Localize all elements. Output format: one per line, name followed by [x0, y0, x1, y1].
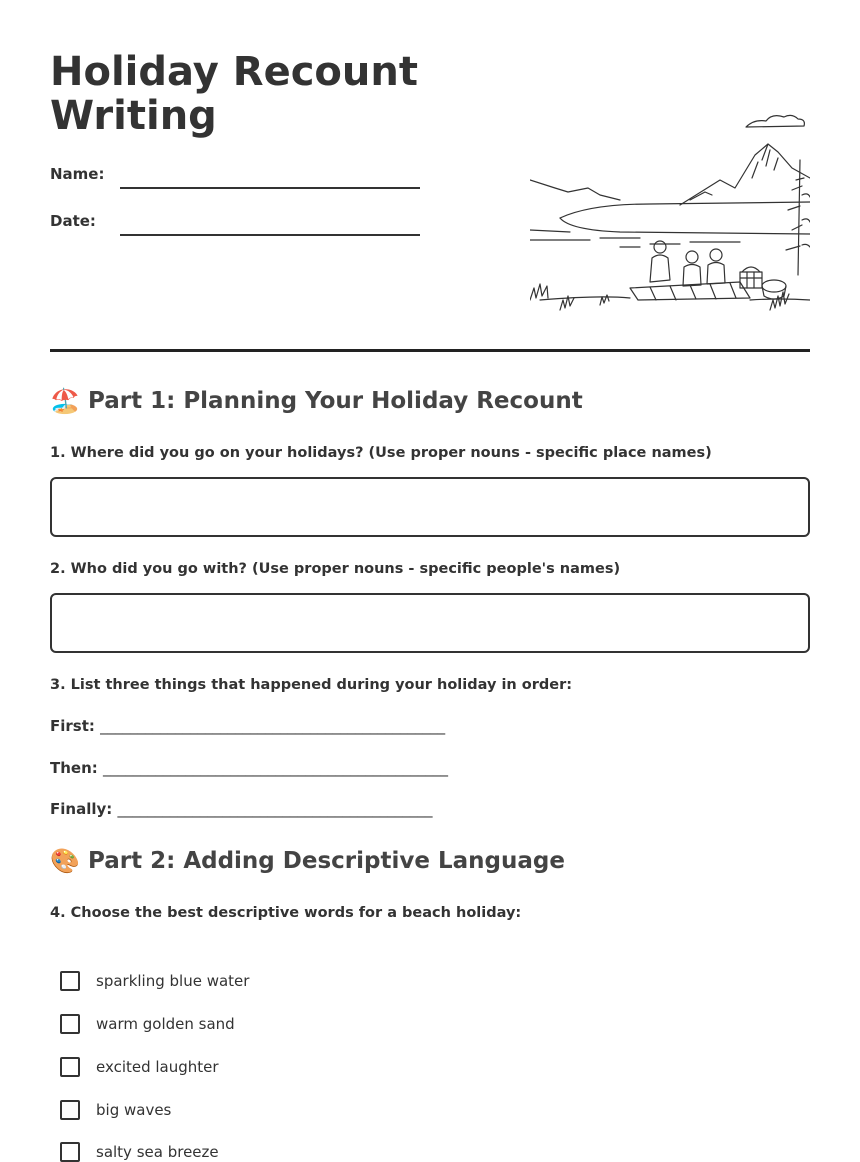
choice-label: sparkling blue water [96, 972, 250, 990]
header-divider [50, 349, 810, 352]
part1-heading-text: Part 1: Planning Your Holiday Recount [88, 388, 583, 414]
choice-item[interactable] [60, 1142, 219, 1162]
checkbox[interactable] [60, 1142, 80, 1162]
checkbox[interactable] [60, 1014, 80, 1034]
question-4: 4. Choose the best descriptive words for a beach holiday: [50, 905, 522, 921]
part2-heading [50, 847, 565, 875]
sequence-finally[interactable] [50, 800, 432, 818]
choice-item[interactable] [60, 1057, 219, 1077]
question-2: 2. Who did you go with? (Use proper nouns - specific people's names) [50, 561, 621, 577]
picnic-illustration [530, 100, 810, 325]
choice-label: salty sea breeze [96, 1143, 219, 1161]
choice-label: excited laughter [96, 1058, 219, 1076]
name-field[interactable] [120, 187, 420, 189]
choice-label: big waves [96, 1101, 172, 1119]
finally-blank[interactable]: __________________________________________ [117, 800, 433, 818]
beach-umbrella-icon: 🏖️ [50, 387, 80, 415]
choice-item[interactable] [60, 1014, 235, 1034]
choice-label: warm golden sand [96, 1015, 235, 1033]
part2-heading-text: Part 2: Adding Descriptive Language [88, 848, 565, 874]
date-label: Date: [50, 212, 96, 230]
answer-box-place[interactable] [50, 477, 810, 537]
checkbox[interactable] [60, 1100, 80, 1120]
sequence-then[interactable] [50, 759, 448, 777]
question-3: 3. List three things that happened during your holiday in order: [50, 677, 573, 693]
then-blank[interactable]: ______________________________________________ [103, 759, 448, 777]
choice-item[interactable] [60, 971, 249, 991]
then-label: Then: [50, 759, 98, 777]
answer-box-people[interactable] [50, 593, 810, 653]
first-label: First: [50, 717, 95, 735]
choice-item[interactable] [60, 1100, 171, 1120]
question-1: 1. Where did you go on your holidays? (Use proper nouns - specific place names) [50, 445, 712, 461]
worksheet-title: Holiday Recount Writing [50, 49, 418, 139]
finally-label: Finally: [50, 800, 113, 818]
sequence-first[interactable] [50, 717, 445, 735]
first-blank[interactable]: ______________________________________________ [100, 717, 446, 735]
palette-icon: 🎨 [50, 847, 80, 875]
name-label: Name: [50, 165, 105, 183]
checkbox[interactable] [60, 971, 80, 991]
checkbox[interactable] [60, 1057, 80, 1077]
date-field[interactable] [120, 234, 420, 236]
part1-heading [50, 387, 583, 415]
